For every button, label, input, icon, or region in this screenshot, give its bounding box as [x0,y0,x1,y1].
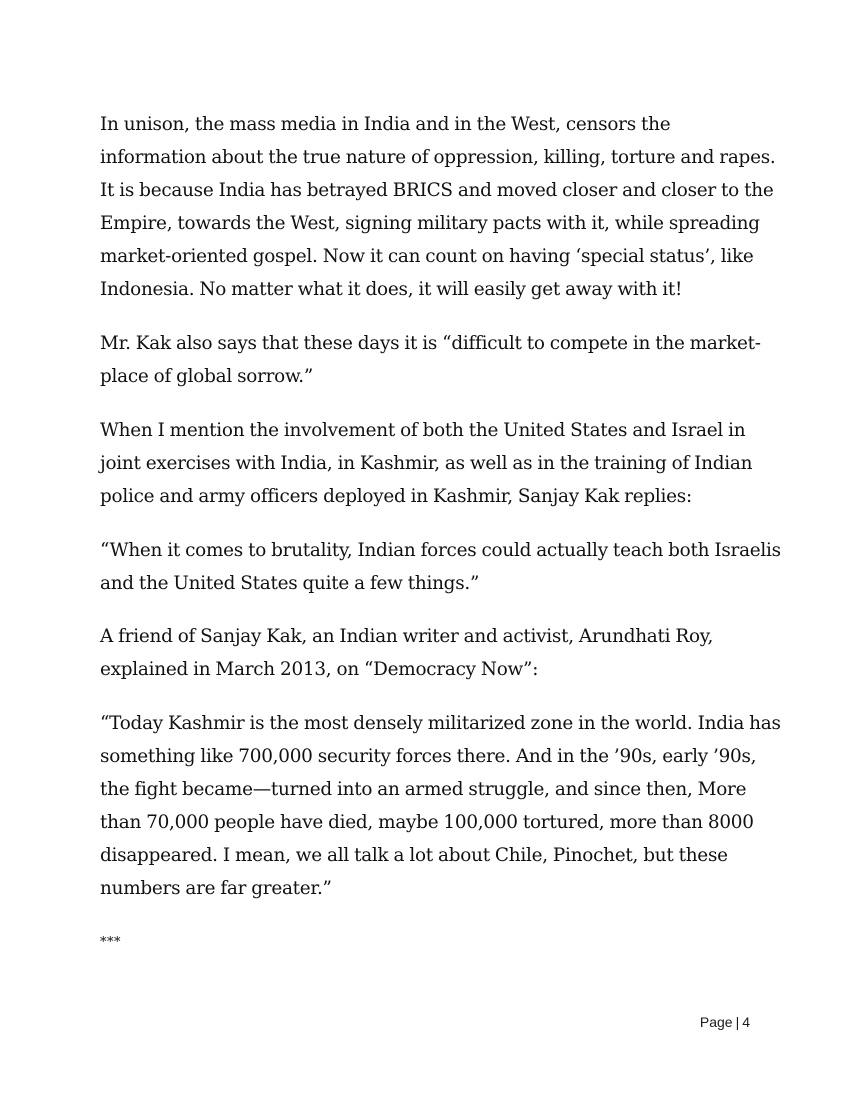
text-line: joint exercises with India, in Kashmir, as well as in the training of Indian [100,452,753,474]
text-line: A friend of Sanjay Kak, an Indian writer and activist, Arundhati Roy, [100,626,714,648]
text-line: disappeared. I mean, we all talk a lot about Chile, Pinochet, but these [100,845,728,867]
text-line: information about the true nature of oppression, killing, torture and rapes. [100,147,776,169]
paragraph-media-censorship [100,108,776,307]
text-line: something like 700,000 security forces there. And in the ’90s, early ’90s, [100,746,757,767]
text-line: Empire, towards the West, signing military pacts with it, while spreading [100,213,760,235]
footer-divider: | [735,1014,740,1030]
text-line: “When it comes to brutality, Indian forces could actually teach both Israelis [100,539,781,561]
page-label: Page [699,1014,733,1030]
paragraph-kak-global-sorrow [100,327,761,393]
page-footer [600,1012,750,1032]
text-line: place of global sorrow.” [100,366,314,388]
text-line: When I mention the involvement of both the United States and Israel in [100,419,746,441]
text-line: Indonesia. No matter what it does, it will easily get away with it! [100,279,683,301]
text-line: the fight became—turned into an armed struggle, and since then, More [100,779,747,801]
text-line: It is because India has betrayed BRICS and moved closer and closer to the [100,180,774,202]
text-line: than 70,000 people have died, maybe 100,000 tortured, more than 8000 [100,812,754,834]
quote-roy-militarized-zone [100,707,781,906]
paragraph-roy-introduction [100,620,755,686]
page-number: 4 [742,1014,750,1030]
text-line: numbers are far greater.” [100,878,332,900]
quote-kak-brutality [100,534,781,600]
text-line: In unison, the mass media in India and in the West, censors the [100,114,671,135]
paragraph-us-israel-involvement [100,414,755,513]
section-separator: *** [100,934,121,950]
text-line: and the United States quite a few things.” [100,572,480,594]
article-body [100,108,781,959]
text-line: explained in March 2013, on “Democracy Now”: [100,659,539,681]
text-line: market-oriented gospel. Now it can count on having ‘special status’, like [100,246,754,268]
text-line: Mr. Kak also says that these days it is “difficult to compete in the market- [100,333,761,355]
text-line: “Today Kashmir is the most densely militarized zone in the world. India has [100,712,781,734]
text-line: police and army officers deployed in Kashmir, Sanjay Kak replies: [100,485,692,507]
